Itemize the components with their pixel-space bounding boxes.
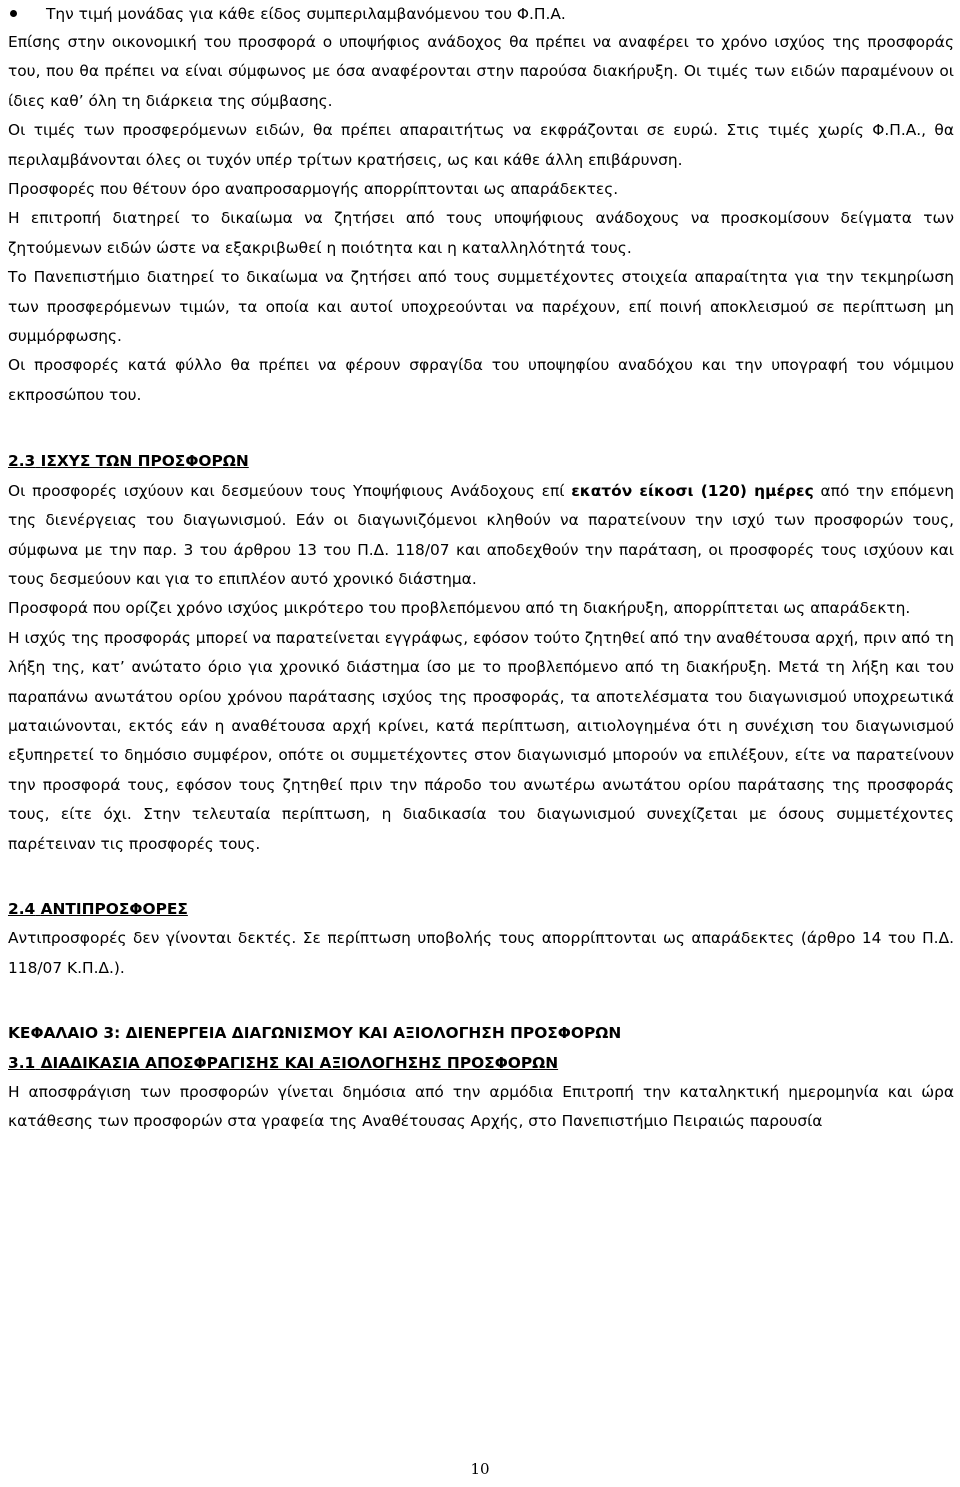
section-number: 2.4: [8, 899, 36, 918]
paragraph-offer-validity: [8, 477, 954, 595]
paragraph-validity-statement: Επίσης στην οικονομική του προσφορά ο υποψήφιος ανάδοχος θα πρέπει να αναφέρει το χρόνο ισχύος της προσφοράς του, που θα πρέπει να είναι σύμφωνος με όσα αναφέρονται στην παρούσα διακήρυξη. Οι τιμές των ειδών παραμένουν οι ίδιες καθ’ όλη τη διάρκεια της σύμβασης.: [8, 33, 954, 110]
bullet-item-text: Την τιμή μονάδας για κάθε είδος συμπεριλαμβανόμενου του Φ.Π.Α.: [46, 5, 566, 23]
section-heading-2-4: [8, 895, 954, 924]
spacer: [8, 859, 954, 895]
section-number: 2.3: [8, 452, 36, 471]
page-number: 10: [470, 1460, 490, 1478]
paragraph-price-justification: Το Πανεπιστήμιο διατηρεί το δικαίωμα να ζητήσει από τους συμμετέχοντες στοιχεία απαραίτητα για την τεκμηρίωση των προσφερόμενων τιμών, τα οποία και αυτοί υποχρεούνται να παρέχουν, επί ποινή αποκλεισμού σε περίπτωση μη συμμόρφωσης.: [8, 268, 954, 346]
paragraph-no-adjustment: Προσφορές που θέτουν όρο αναπροσαρμογής απορρίπτονται ως απαράδεκτες.: [8, 180, 619, 199]
bullet-item: [8, 0, 954, 28]
section-heading-2-3: [8, 447, 954, 476]
paragraph-currency: Οι τιμές των προσφερόμενων ειδών, θα πρέπει απαραιτήτως να εκφράζονται σε ευρώ. Στις τιμές χωρίς Φ.Π.Α., θα περιλαμβάνονται όλες οι τυχόν υπέρ τρίτων κρατήσεις, ως και κάθε άλλη επιβάρυνση.: [8, 121, 954, 169]
section-heading-3-1: [8, 1049, 954, 1078]
bold-duration: εκατόν είκοσι (120) ημέρες: [571, 481, 814, 500]
bullet-dot-icon: [10, 10, 17, 17]
paragraph-stamp-signature: Οι προσφορές κατά φύλλο θα πρέπει να φέρουν σφραγίδα του υποψηφίου αναδόχου και την υπογραφή του νόμιμου εκπροσώπου του.: [8, 356, 954, 404]
section-number: 3.1: [8, 1053, 36, 1072]
document-body: [8, 0, 954, 1137]
chapter-heading-3: ΚΕΦΑΛΑΙΟ 3: ΔΙΕΝΕΡΓΕΙΑ ΔΙΑΓΩΝΙΣΜΟΥ ΚΑΙ ΑΞΙΟΛΟΓΗΣΗ ΠΡΟΣΦΟΡΩΝ: [8, 1024, 622, 1043]
paragraph-shorter-validity: Προσφορά που ορίζει χρόνο ισχύος μικρότερο του προβλεπόμενου από τη διακήρυξη, απορρίπτεται ως απαράδεκτη.: [8, 599, 911, 618]
spacer: [8, 410, 954, 447]
spacer: [8, 983, 954, 1019]
paragraph-validity-extension: Η ισχύς της προσφοράς μπορεί να παρατείνεται εγγράφως, εφόσον τούτο ζητηθεί από την αναθέτουσα αρχή, πριν από τη λήξη της, κατ’ ανώτατο όριο για χρονικό διάστημα ίσο με το προβλεπόμενο από τη διακήρυξη. Μετά τη λήξη και του παραπάνω ανωτάτου ορίου χρόνου παράτασης ισχύος της προσφοράς, τα αποτελέσματα του διαγωνισμού υποχρεωτικά ματαιώνονται, εκτός εάν η αναθέτουσα αρχή κρίνει, κατά περίπτωση, αιτιολογημένα ότι η συνέχιση του διαγωνισμού εξυπηρετεί το δημόσιο συμφέρον, οπότε οι συμμετέχοντες στον διαγωνισμό μπορούν να επιλέξουν, είτε να παρατείνουν την προσφορά τους, εφόσον τους ζητηθεί πριν την πάροδο του ανωτέρω ανωτάτου ορίου παράτασης της προσφοράς τους, είτε όχι. Στην τελευταία περίπτωση, η διαδικασία του διαγωνισμού συνεχίζεται με όσους συμμετέχοντες παρέτειναν τις προσφορές τους.: [8, 628, 954, 853]
paragraph-samples: Η επιτροπή διατηρεί το δικαίωμα να ζητήσει από τους υποψήφιους ανάδοχους να προσκομίσουν δείγματα των ζητούμενων ειδών ώστε να εξακριβωθεί η ποιότητα και η καταλληλότητά τους.: [8, 209, 954, 257]
paragraph-counteroffers: Αντιπροσφορές δεν γίνονται δεκτές. Σε περίπτωση υποβολής τους απορρίπτονται ως απαράδεκτες (άρθρο 14 του Π.Δ. 118/07 Κ.Π.Δ.).: [8, 929, 954, 977]
text-run: Οι προσφορές ισχύουν και δεσμεύουν τους Υποψήφιους Ανάδοχους επί: [8, 481, 572, 500]
paragraph-unsealing: Η αποσφράγιση των προσφορών γίνεται δημόσια από την αρμόδια Επιτροπή την καταληκτική ημερομηνία και ώρα κατάθεσης των προσφορών στα γραφεία της Αναθέτουσας Αρχής, στο Πανεπιστήμιο Πειραιώς παρουσία: [8, 1083, 954, 1131]
section-title: ΔΙΑΔΙΚΑΣΙΑ ΑΠΟΣΦΡΑΓΙΣΗΣ ΚΑΙ ΑΞΙΟΛΟΓΗΣΗΣ ΠΡΟΣΦΟΡΩΝ: [40, 1053, 559, 1072]
section-title: ΑΝΤΙΠΡΟΣΦΟΡΕΣ: [40, 899, 188, 918]
section-title: ΙΣΧΥΣ ΤΩΝ ΠΡΟΣΦΟΡΩΝ: [40, 452, 249, 471]
text-run: από την επόμενη της διενέργειας του διαγωνισμού. Εάν οι διαγωνιζόμενοι κληθούν να παρατείνουν την ισχύ των προσφορών τους, σύμφωνα με την παρ. 3 του άρθρου 13 του Π.Δ. 118/07 και αποδεχθούν την παράταση, οι προσφορές τους ισχύουν και τους δεσμεύουν και για το επιπλέον αυτό χρονικό διάστημα.: [8, 481, 954, 588]
